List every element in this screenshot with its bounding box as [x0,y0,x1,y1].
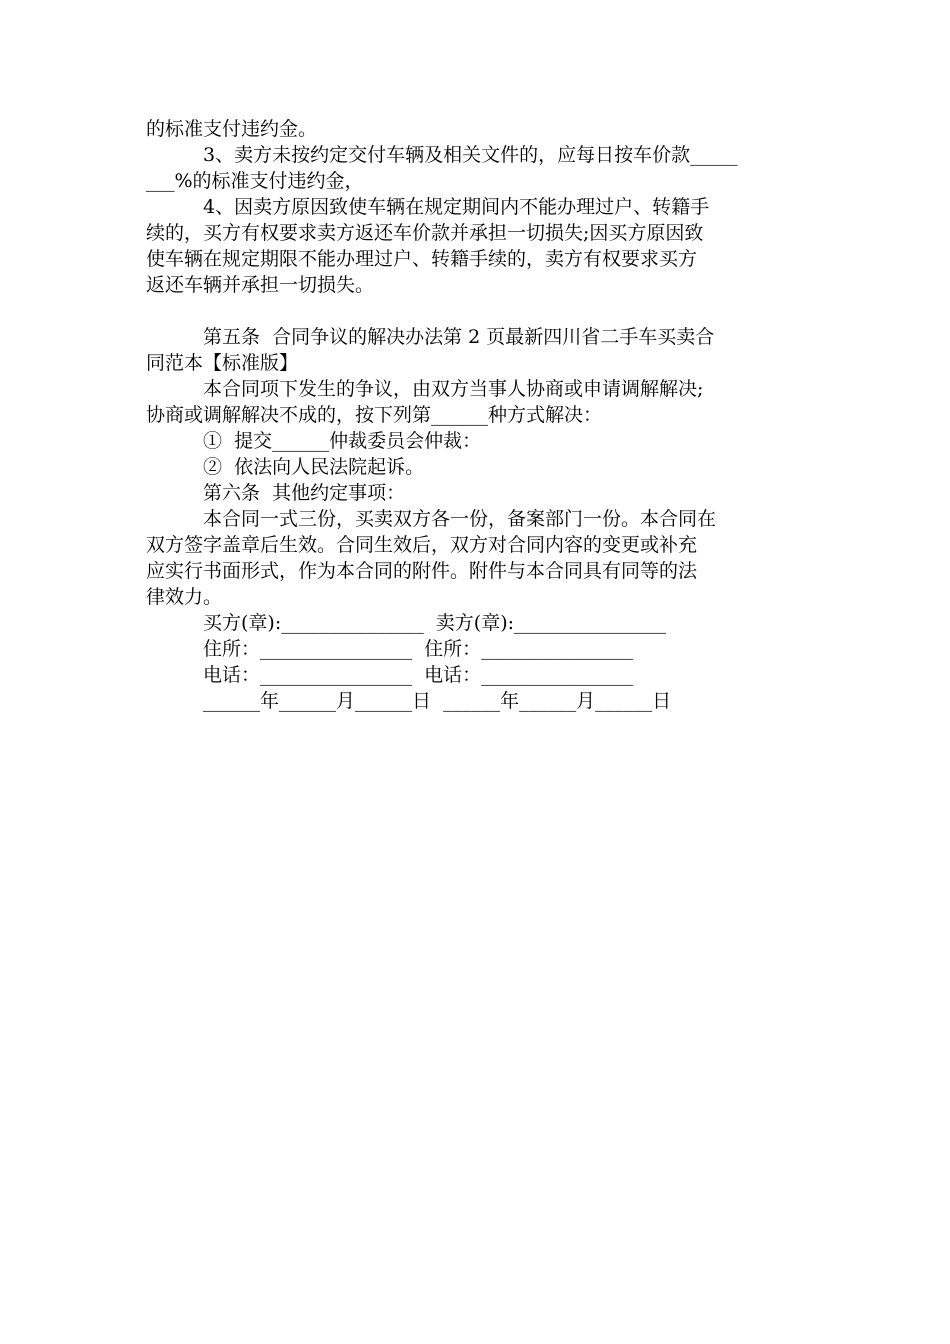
date-line: ______年______月______日 ______年______月______日 [203,690,672,712]
phone-line: 电话：________________ 电话：________________ [203,664,634,686]
text-line: 3、卖方未按约定交付车辆及相关文件的，应每日按车价款_____ [203,144,738,166]
text-line: ___%的标准支付违约金， [146,170,364,192]
text-line: 律效力。 [146,586,223,608]
section-heading: 第五条 合同争议的解决办法第 2 页最新四川省二手车买卖合 [203,326,715,348]
section-heading: 第六条 其他约定事项： [203,482,406,504]
text-line: 使车辆在规定期限不能办理过户、转籍手续的，卖方有权要求买方 [146,248,698,270]
address-line: 住所：________________ 住所：________________ [203,638,634,660]
text-line: 同范本【标准版】 [146,352,299,374]
signature-line: 买方(章):_______________ 卖方(章):________________ [203,612,667,634]
text-line: 返还车辆并承担一切损失。 [146,274,375,296]
text-line: 本合同一式三份，买卖双方各一份，备案部门一份。本合同在 [203,508,717,530]
list-item: ① 提交______仲裁委员会仲裁： [203,430,482,452]
text-line: 4、因卖方原因致使车辆在规定期间内不能办理过户、转籍手 [203,196,710,218]
text-line: 续的，买方有权要求卖方返还车价款并承担一切损失;因买方原因致 [146,222,704,244]
text-line: 的标准支付违约金。 [146,118,318,140]
text-line: 本合同项下发生的争议，由双方当事人协商或申请调解解决; [203,378,704,400]
text-line: 协商或调解解决不成的，按下列第______种方式解决： [146,404,603,426]
document-page [146,116,806,714]
text-line: 双方签字盖章后生效。合同生效后，双方对合同内容的变更或补充 [146,534,698,556]
text-line: 应实行书面形式，作为本合同的附件。附件与本合同具有同等的法 [146,560,698,582]
list-item: ② 依法向人民法院起诉。 [203,456,425,478]
blank-line [146,298,806,324]
